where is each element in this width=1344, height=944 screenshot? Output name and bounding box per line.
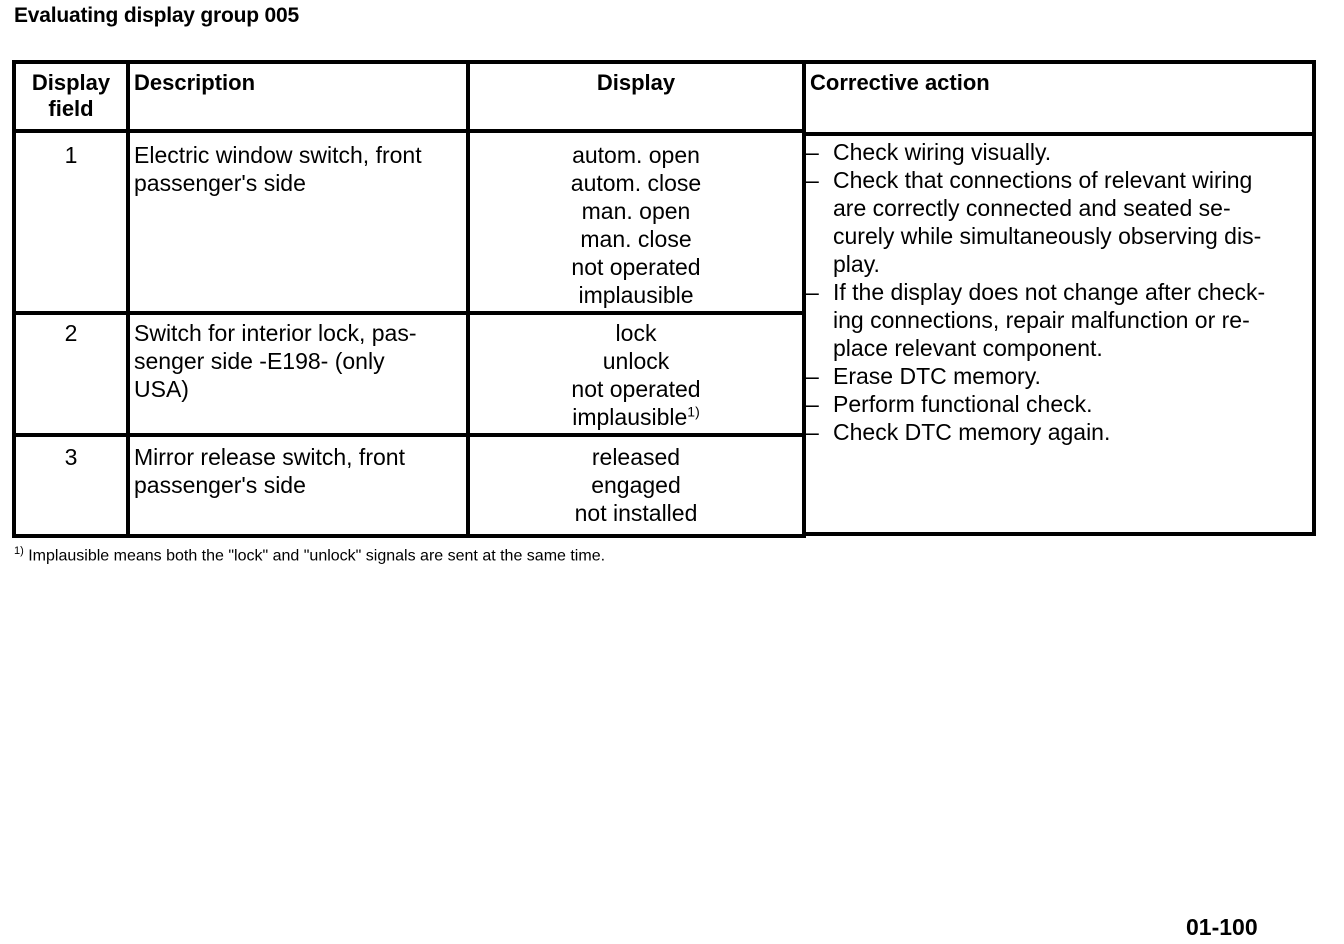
row-3-description	[126, 433, 470, 538]
footnote	[14, 545, 605, 565]
row-1-display-value-1: autom. open	[572, 142, 700, 168]
row-1-display-value-6: implausible	[578, 282, 694, 308]
action-dash: –	[806, 391, 819, 417]
corrective-action-list	[806, 138, 1312, 446]
row-2-description-line-3: USA)	[134, 376, 189, 402]
row-1-display-value-2: autom. close	[570, 170, 702, 196]
header-display	[466, 60, 806, 133]
row-2-display-value-4	[470, 403, 802, 431]
action-2-line-4: play.	[833, 251, 880, 277]
header-display-field	[12, 60, 130, 133]
action-item-3	[806, 278, 1312, 362]
row-1-display-value-4: man. close	[580, 226, 692, 252]
row-2-display-value-2: unlock	[602, 348, 670, 374]
action-item-2	[806, 166, 1312, 278]
action-3-line-1: If the display does not change after check-	[833, 279, 1266, 305]
page-title: Evaluating display group 005	[14, 4, 299, 27]
action-4-line-1: Erase DTC memory.	[833, 363, 1041, 389]
row-3-display-value-2: engaged	[591, 472, 681, 498]
row-1-display	[466, 129, 806, 315]
header-display-label: Display	[596, 70, 676, 95]
row-3-display	[466, 433, 806, 538]
header-display-field-line-2: field	[48, 96, 94, 121]
action-dash: –	[806, 139, 819, 165]
row-1-description-line-2: passenger's side	[134, 170, 306, 196]
row-2-field-value: 2	[64, 320, 78, 346]
header-display-field-line-1: Display	[31, 70, 111, 95]
row-1-description	[126, 129, 470, 315]
row-3-field	[12, 433, 130, 538]
action-item-6	[806, 418, 1312, 446]
header-corrective-action-label: Corrective action	[810, 70, 990, 95]
row-3-description-line-1: Mirror release switch, front	[134, 444, 405, 470]
action-item-1	[806, 138, 1312, 166]
row-1-description-line-1: Electric window switch, front	[134, 142, 422, 168]
action-item-5	[806, 390, 1312, 418]
row-3-field-value: 3	[64, 444, 78, 470]
row-2-description-line-1: Switch for interior lock, pas-	[134, 320, 417, 346]
action-dash: –	[806, 279, 819, 305]
action-item-4	[806, 362, 1312, 390]
action-1-line-1: Check wiring visually.	[833, 139, 1052, 165]
row-2-footnote-mark: 1)	[687, 403, 700, 420]
action-2-line-1: Check that connections of relevant wiring	[833, 167, 1253, 193]
action-3-line-3: place relevant component.	[833, 335, 1103, 361]
action-dash: –	[806, 167, 819, 193]
header-description-label: Description	[134, 70, 256, 95]
row-1-field-value: 1	[64, 142, 78, 168]
action-2-line-2: are correctly connected and seated se-	[833, 195, 1231, 221]
action-5-line-1: Perform functional check.	[833, 391, 1093, 417]
row-1-field	[12, 129, 130, 315]
row-3-display-value-3: not installed	[574, 500, 698, 526]
action-6-line-1: Check DTC memory again.	[833, 419, 1111, 445]
row-3-display-value-1: released	[591, 444, 681, 470]
row-2-display-value-4-text: implausible	[572, 404, 688, 430]
action-3-line-2: ing connections, repair malfunction or re-	[833, 307, 1250, 333]
footnote-text: Implausible means both the "lock" and "unlock" signals are sent at the same time.	[28, 547, 606, 565]
row-2-description-line-2: senger side -E198- (only	[134, 348, 385, 374]
page-number: 01-100	[1186, 914, 1258, 940]
header-description	[126, 60, 470, 133]
action-dash: –	[806, 363, 819, 389]
row-2-description	[126, 311, 470, 437]
action-dash: –	[806, 419, 819, 445]
row-1-display-value-3: man. open	[581, 198, 691, 224]
row-1-display-value-5: not operated	[571, 254, 701, 280]
header-corrective-action	[802, 60, 1316, 136]
row-2-display-value-1: lock	[615, 320, 657, 346]
row-2-display-value-3: not operated	[571, 376, 701, 402]
footnote-mark: 1)	[14, 545, 24, 557]
row-2-display	[466, 311, 806, 437]
row-3-description-line-2: passenger's side	[134, 472, 306, 498]
row-2-field	[12, 311, 130, 437]
action-2-line-3: curely while simultaneously observing dis-	[833, 223, 1262, 249]
